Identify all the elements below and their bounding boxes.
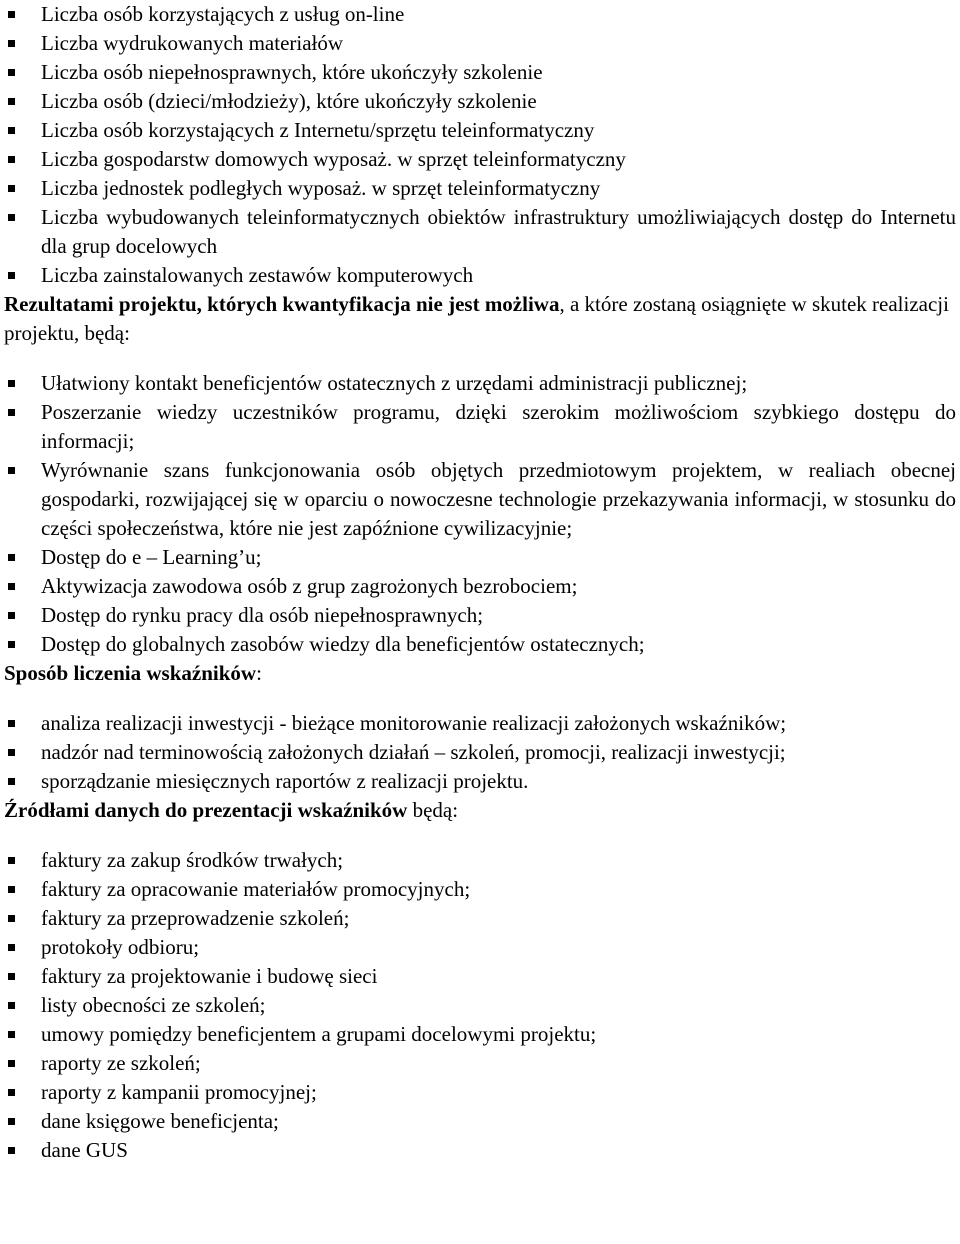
list-item: listy obecności ze szkoleń; bbox=[41, 991, 956, 1020]
list-item: Liczba osób (dzieci/młodzieży), które ukończyły szkolenie bbox=[41, 87, 956, 116]
list-item: nadzór nad terminowością założonych działań – szkoleń, promocji, realizacji inwestycji; bbox=[41, 738, 956, 767]
sources-heading: Źródłami danych do prezentacji wskaźników bbox=[4, 798, 408, 822]
results-heading: Rezultatami projektu, których kwantyfikacja nie jest możliwa bbox=[4, 292, 560, 316]
list-item: Aktywizacja zawodowa osób z grup zagrożonych bezrobociem; bbox=[41, 572, 956, 601]
list-item: Liczba osób korzystających z Internetu/sprzętu teleinformatyczny bbox=[41, 116, 956, 145]
list-item: Liczba osób korzystających z usług on-line bbox=[41, 0, 956, 29]
method-paragraph bbox=[4, 659, 956, 688]
list-item: Ułatwiony kontakt beneficjentów ostatecznych z urzędami administracji publicznej; bbox=[41, 369, 956, 398]
list-item: Dostęp do globalnych zasobów wiedzy dla beneficjentów ostatecznych; bbox=[41, 630, 956, 659]
results-paragraph bbox=[4, 290, 956, 348]
list-item: sporządzanie miesięcznych raportów z realizacji projektu. bbox=[41, 767, 956, 796]
list-item: Wyrównanie szans funkcjonowania osób objętych przedmiotowym projektem, w realiach obecnej gospodarki, rozwijającej się w oparciu o nowoczesne technologie przekazywania informacji, w stosunku do części społeczeństwa, które nie jest zapóźnione cywilizacyjnie; bbox=[41, 456, 956, 543]
list-item: Liczba gospodarstw domowych wyposaż. w sprzęt teleinformatyczny bbox=[41, 145, 956, 174]
list-item: dane GUS bbox=[41, 1136, 956, 1165]
list-item: Dostęp do e – Learning’u; bbox=[41, 543, 956, 572]
sources-text: będą: bbox=[407, 798, 459, 822]
list-item: Liczba jednostek podległych wyposaż. w sprzęt teleinformatyczny bbox=[41, 174, 956, 203]
list-item: Dostęp do rynku pracy dla osób niepełnosprawnych; bbox=[41, 601, 956, 630]
list-item: raporty z kampanii promocyjnej; bbox=[41, 1078, 956, 1107]
list-item: faktury za przeprowadzenie szkoleń; bbox=[41, 904, 956, 933]
list-item: Liczba osób niepełnosprawnych, które ukończyły szkolenie bbox=[41, 58, 956, 87]
sources-list bbox=[4, 846, 956, 1165]
list-item: Liczba zainstalowanych zestawów komputerowych bbox=[41, 261, 956, 290]
results-text: , a które zostaną osiągnięte w skutek realizacji projektu, będą: bbox=[4, 292, 949, 345]
list-item: Poszerzanie wiedzy uczestników programu, dzięki szerokim możliwościom szybkiego dostępu do informacji; bbox=[41, 398, 956, 456]
method-text: : bbox=[256, 661, 262, 685]
list-item: faktury za projektowanie i budowę sieci bbox=[41, 962, 956, 991]
list-item: Liczba wydrukowanych materiałów bbox=[41, 29, 956, 58]
list-item: faktury za zakup środków trwałych; bbox=[41, 846, 956, 875]
list-item: dane księgowe beneficjenta; bbox=[41, 1107, 956, 1136]
list-item: umowy pomiędzy beneficjentem a grupami docelowymi projektu; bbox=[41, 1020, 956, 1049]
sources-paragraph bbox=[4, 796, 956, 825]
method-list bbox=[4, 709, 956, 796]
list-item: faktury za opracowanie materiałów promocyjnych; bbox=[41, 875, 956, 904]
results-list bbox=[4, 369, 956, 659]
list-item: analiza realizacji inwestycji - bieżące monitorowanie realizacji założonych wskaźników; bbox=[41, 709, 956, 738]
indicators-list bbox=[4, 0, 956, 290]
method-heading: Sposób liczenia wskaźników bbox=[4, 661, 257, 685]
list-item: protokoły odbioru; bbox=[41, 933, 956, 962]
list-item: raporty ze szkoleń; bbox=[41, 1049, 956, 1078]
list-item: Liczba wybudowanych teleinformatycznych obiektów infrastruktury umożliwiających dostęp do Internetu dla grup docelowych bbox=[41, 203, 956, 261]
